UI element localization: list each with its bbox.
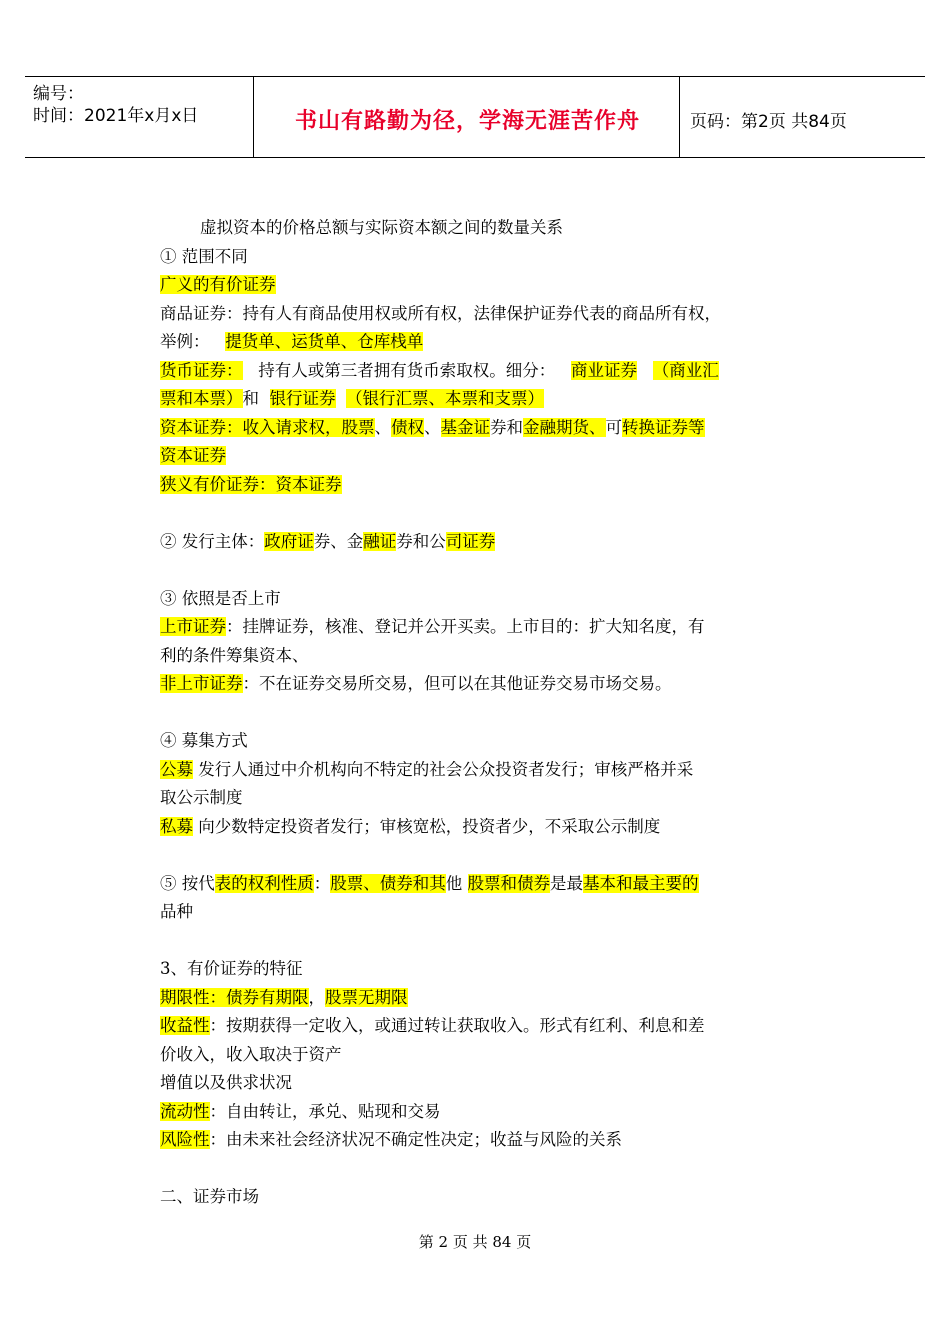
paragraph-line: 增值以及供求状况 (160, 1073, 292, 1092)
paragraph-line: 举例： 提货单、运货单、仓库栈单 (160, 332, 424, 351)
paragraph-line: 收益性：按期获得一定收入，或通过转让获取收入。形式有红利、利息和差 (160, 1016, 705, 1035)
section-heading: 二、证券市场 (160, 1187, 259, 1206)
serial-number-label: 编号： (33, 84, 84, 104)
page-header (25, 76, 925, 158)
document-body (160, 214, 800, 1212)
paragraph-line: 商品证券：持有人有商品使用权或所有权，法律保护证券代表的商品所有权， (160, 303, 721, 323)
section-heading: ② 发行主体：政府证券、金融证券和公司证券 (160, 531, 496, 551)
date-line: 时间：2021年x月x日 (33, 106, 199, 126)
paragraph-line: 资本证券 (160, 446, 226, 465)
paragraph-line: 广义的有价证券 (160, 275, 276, 294)
section-heading: ① 范围不同 (160, 246, 248, 266)
paragraph-line: 非上市证券：不在证券交易所交易，但可以在其他证券交易市场交易。 (160, 674, 672, 693)
paragraph-line: 私募 向少数特定投资者发行；审核宽松，投资者少，不采取公示制度 (160, 816, 661, 836)
paragraph-line: 期限性：债券有期限，股票无期限 (160, 987, 408, 1007)
header-divider-2 (679, 77, 680, 157)
page-footer: 第 2 页 共 84 页 (418, 1233, 532, 1251)
header-motto: 书山有路勤为径，学海无涯苦作舟 (294, 109, 640, 134)
paragraph-line: 上市证券：挂牌证券，核准、登记并公开买卖。上市目的：扩大知名度，有 (160, 617, 705, 636)
section-heading: ④ 募集方式 (160, 731, 248, 750)
paragraph-line: 资本证券：收入请求权，股票、债权、基金证券和金融期货、可转换证券等 (160, 417, 705, 437)
section-heading: ③ 依照是否上市 (160, 588, 281, 608)
paragraph-line: 货币证券： 持有人或第三者拥有货币索取权。细分： 商业证券 （商业汇 (160, 360, 719, 380)
paragraph-line: 取公示制度 (160, 788, 243, 807)
paragraph-line: 风险性：由未来社会经济状况不确定性决定；收益与风险的关系 (160, 1130, 622, 1149)
paragraph-line: 价收入，收入取决于资产 (160, 1044, 342, 1064)
header-meta (33, 83, 198, 127)
paragraph-line: 利的条件筹集资本、 (160, 645, 309, 665)
paragraph-line: 流动性：自由转让，承兑、贴现和交易 (160, 1101, 441, 1121)
header-divider-1 (253, 77, 254, 157)
paragraph-line: 品种 (160, 902, 193, 921)
section-heading: ⑤ 按代表的权利性质：股票、债券和其他 股票和债券是最基本和最主要的 (160, 873, 699, 893)
paragraph-line: 虚拟资本的价格总额与实际资本额之间的数量关系 (200, 218, 563, 237)
header-page-info: 页码：第2页 共84页 (690, 112, 847, 132)
paragraph-line: 票和本票）和 银行证券 （银行汇票、本票和支票） (160, 389, 544, 408)
section-heading: 3、有价证券的特征 (160, 959, 303, 978)
paragraph-line: 公募 发行人通过中介机构向不特定的社会公众投资者发行；审核严格并采 (160, 759, 694, 779)
paragraph-line: 狭义有价证券：资本证券 (160, 474, 342, 494)
